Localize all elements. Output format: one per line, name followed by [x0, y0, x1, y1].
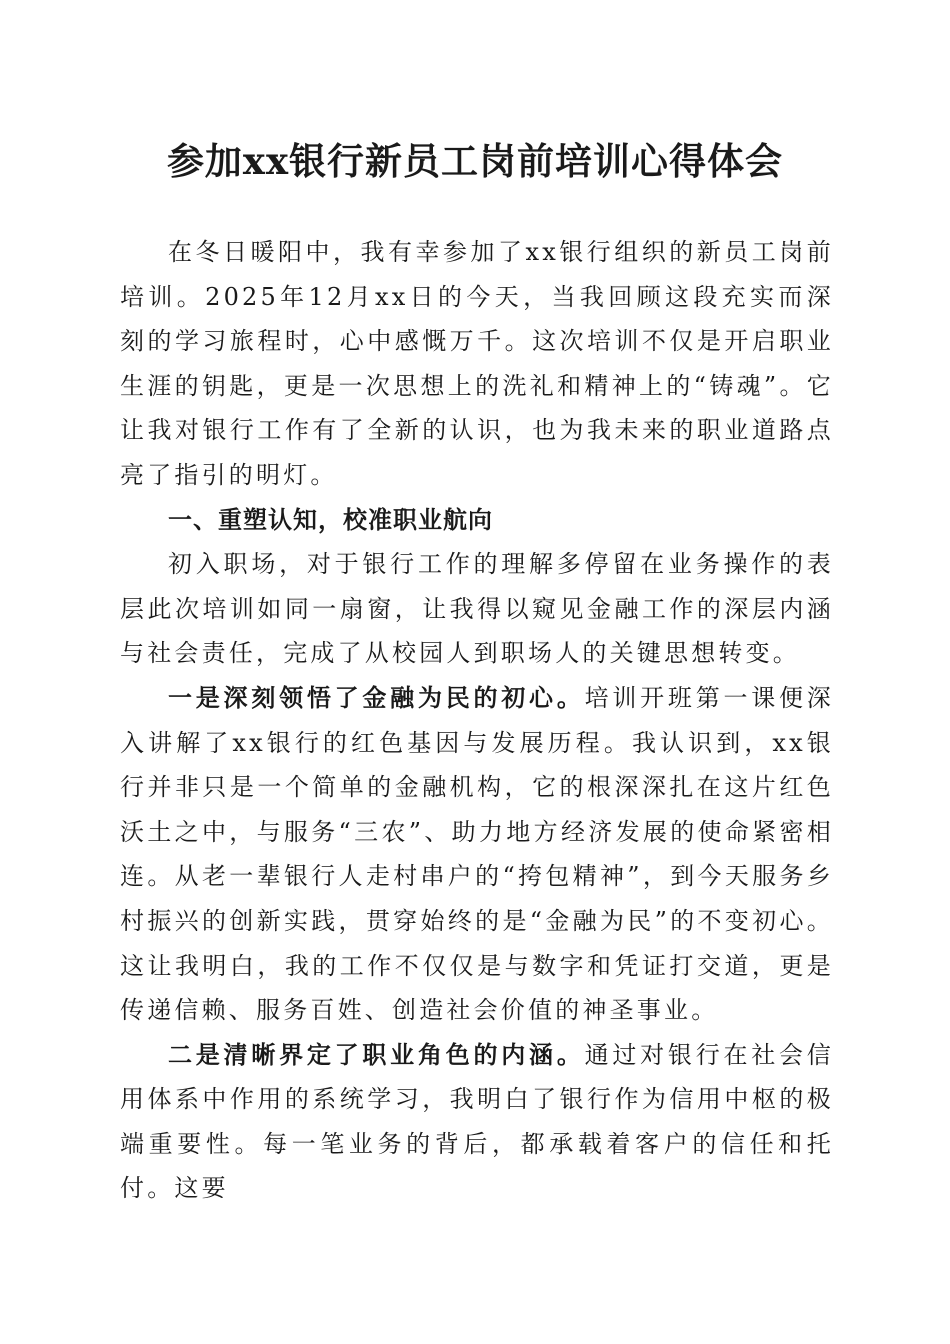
point-one-paragraph	[120, 676, 834, 1033]
point-two-body: 通过对银行在社会信用体系中作用的系统学习，我明白了银行作为信用中枢的极端重要性。每一笔业务的背后，都承载着客户的信任和托付。这要	[120, 1040, 834, 1203]
intro-paragraph: 在冬日暖阳中，我有幸参加了xx银行组织的新员工岗前培训。2025年12月xx日的今天，当我回顾这段充实而深刻的学习旅程时，心中感慨万千。这次培训不仅是开启职业生涯的钥匙，更是一次思想上的洗礼和精神上的“铸魂”。它让我对银行工作有了全新的认识，也为我未来的职业道路点亮了指引的明灯。	[120, 238, 834, 489]
section-intro-paragraph: 初入职场，对于银行工作的理解多停留在业务操作的表层此次培训如同一扇窗，让我得以窥见金融工作的深层内涵与社会责任，完成了从校园人到职场人的关键思想转变。	[120, 550, 834, 668]
point-one-body: 培训开班第一课便深入讲解了xx银行的红色基因与发展历程。我认识到，xx银行并非只是一个简单的金融机构，它的根深深扎在这片红色沃土之中，与服务“三农”、助力地方经济发展的使命紧密相连。从老一辈银行人走村串户的“挎包精神”，到今天服务乡村振兴的创新实践，贯穿始终的是“金融为民”的不变初心。这让我明白，我的工作不仅仅是与数字和凭证打交道，更是传递信赖、服务百姓、创造社会价值的神圣事业。	[120, 683, 834, 1025]
section-heading: 一、重塑认知，校准职业航向	[168, 505, 493, 534]
document-title: 参加xx银行新员工岗前培训心得体会	[166, 139, 784, 183]
point-two-paragraph	[120, 1033, 834, 1211]
document-body	[120, 230, 834, 1211]
point-one-lead: 一是深刻领悟了金融为民的初心。	[168, 682, 585, 712]
point-two-lead: 二是清晰界定了职业角色的内涵。	[168, 1039, 585, 1069]
